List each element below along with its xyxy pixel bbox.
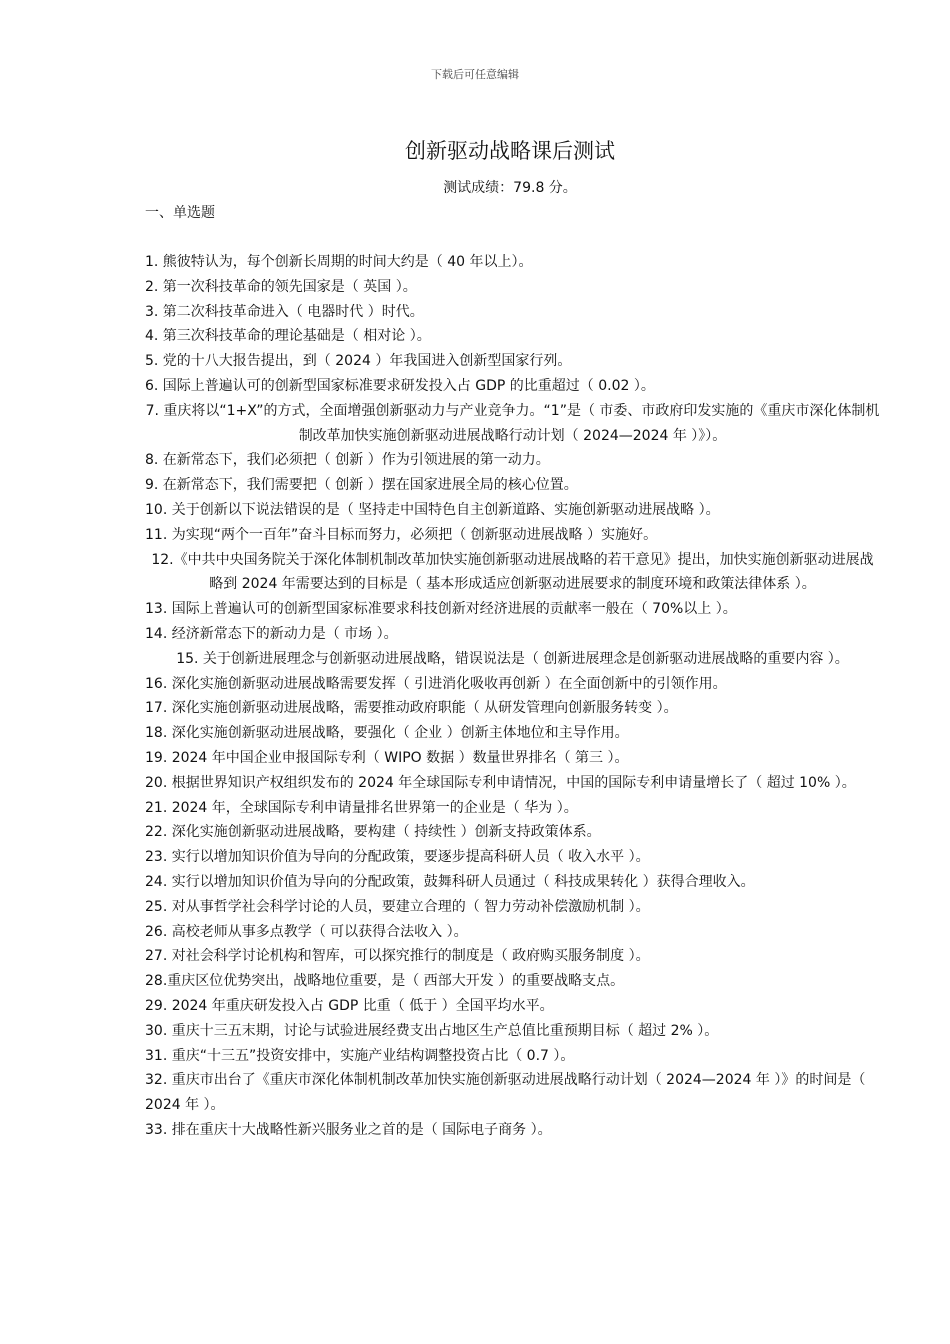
question-item: 27. 对社会科学讨论机构和智库，可以探究推行的制度是（ 政府购买服务制度 ）。 xyxy=(145,948,650,965)
question-item: 4. 第三次科技革命的理论基础是（ 相对论 ）。 xyxy=(145,328,431,345)
question-item: 32. 重庆市出台了《重庆市深化体制机制改革加快实施创新驱动进展战略行动计划（ 2024—2024 年 ）》的时间是（ 2024 年 ）。 xyxy=(145,1072,866,1114)
question-item: 9. 在新常态下，我们需要把（ 创新 ）摆在国家进展全局的核心位置。 xyxy=(145,477,578,494)
question-item: 17. 深化实施创新驱动进展战略，需要推动政府职能（ 从研发管理向创新服务转变 ）。 xyxy=(145,700,678,717)
question-item: 14. 经济新常态下的新动力是（ 市场 ）。 xyxy=(145,625,398,642)
question-item: 29. 2024 年重庆研发投入占 GDP 比重（ 低于 ）全国平均水平。 xyxy=(145,997,554,1014)
question-item: 24. 实行以增加知识价值为导向的分配政策，鼓舞科研人员通过（ 科技成果转化 ）获得合理收入。 xyxy=(145,873,755,890)
question-item: 7. 重庆将以“1+X”的方式，全面增强创新驱动力与产业竞争力。“1”是（ 市委、市政府印发实施的《重庆市深化体制机制改革加快实施创新驱动进展战略行动计划（ 2024—2024 年 ）》）。 xyxy=(145,402,880,444)
question-item: 10. 关于创新以下说法错误的是（ 坚持走中国特色自主创新道路、实施创新驱动进展战略 ）。 xyxy=(145,501,720,518)
question-item: 33. 排在重庆十大战略性新兴服务业之首的是（ 国际电子商务 ）。 xyxy=(145,1121,552,1138)
question-item: 23. 实行以增加知识价值为导向的分配政策，要逐步提高科研人员（ 收入水平 ）。 xyxy=(145,849,650,866)
question-item: 15. 关于创新进展理念与创新驱动进展战略，错误说法是（ 创新进展理念是创新驱动进展战略的重要内容 ）。 xyxy=(176,650,849,667)
question-item: 26. 高校老师从事多点教学（ 可以获得合法收入 ）。 xyxy=(145,923,468,940)
question-item: 16. 深化实施创新驱动进展战略需要发挥（ 引进消化吸收再创新 ）在全面创新中的引领作用。 xyxy=(145,675,727,692)
section-heading: 一、单选题 xyxy=(145,205,215,221)
question-list xyxy=(145,250,880,1143)
question-item: 1. 熊彼特认为，每个创新长周期的时间大约是（ 40 年以上）。 xyxy=(145,254,533,270)
question-item: 8. 在新常态下，我们必须把（ 创新 ）作为引领进展的第一动力。 xyxy=(145,452,550,469)
question-item: 6. 国际上普遍认可的创新型国家标准要求研发投入占 GDP 的比重超过（ 0.02 ）。 xyxy=(145,377,655,394)
question-item: 20. 根据世界知识产权组织发布的 2024 年全球国际专利申请情况，中国的国际专利申请量增长了（ 超过 10% ）。 xyxy=(145,774,856,791)
question-item: 3. 第二次科技革命进入（ 电器时代 ）时代。 xyxy=(145,303,424,320)
question-item: 5. 党的十八大报告提出，到（ 2024 ）年我国进入创新型国家行列。 xyxy=(145,353,572,370)
question-item: 2. 第一次科技革命的领先国家是（ 英国 ）。 xyxy=(145,278,417,295)
question-item: 28.重庆区位优势突出，战略地位重要，是（ 西部大开发 ）的重要战略支点。 xyxy=(145,973,625,990)
question-item: 31. 重庆“十三五”投资安排中，实施产业结构调整投资占比（ 0.7 ）。 xyxy=(145,1047,575,1064)
question-item: 19. 2024 年中国企业申报国际专利（ WIPO 数据 ）数量世界排名（ 第三 ）。 xyxy=(145,749,629,766)
question-item: 25. 对从事哲学社会科学讨论的人员，要建立合理的（ 智力劳动补偿激励机制 ）。 xyxy=(145,898,650,915)
document-title: 创新驱动战略课后测试 xyxy=(405,139,615,163)
page-header-note: 下载后可任意编辑 xyxy=(431,68,519,81)
question-item: 21. 2024 年，全球国际专利申请量排名世界第一的企业是（ 华为 ）。 xyxy=(145,799,578,816)
question-item: 12.《中共中央国务院关于深化体制机制改革加快实施创新驱动进展战略的若干意见》提出，加快实施创新驱动进展战略到 2024 年需要达到的目标是（ 基本形成适应创新驱动进展要求的制度环境和政策法律体系 ）。 xyxy=(151,551,874,593)
question-item: 13. 国际上普遍认可的创新型国家标准要求科技创新对经济进展的贡献率一般在（ 70%以上 ）。 xyxy=(145,601,737,618)
test-score: 测试成绩：79.8 分。 xyxy=(443,180,577,196)
question-item: 11. 为实现“两个一百年”奋斗目标而努力，必须把（ 创新驱动进展战略 ）实施好。 xyxy=(145,526,658,543)
question-item: 18. 深化实施创新驱动进展战略，要强化（ 企业 ）创新主体地位和主导作用。 xyxy=(145,725,629,742)
question-item: 22. 深化实施创新驱动进展战略，要构建（ 持续性 ）创新支持政策体系。 xyxy=(145,824,601,841)
question-item: 30. 重庆十三五末期，讨论与试验进展经费支出占地区生产总值比重预期目标（ 超过 2% ）。 xyxy=(145,1022,719,1039)
